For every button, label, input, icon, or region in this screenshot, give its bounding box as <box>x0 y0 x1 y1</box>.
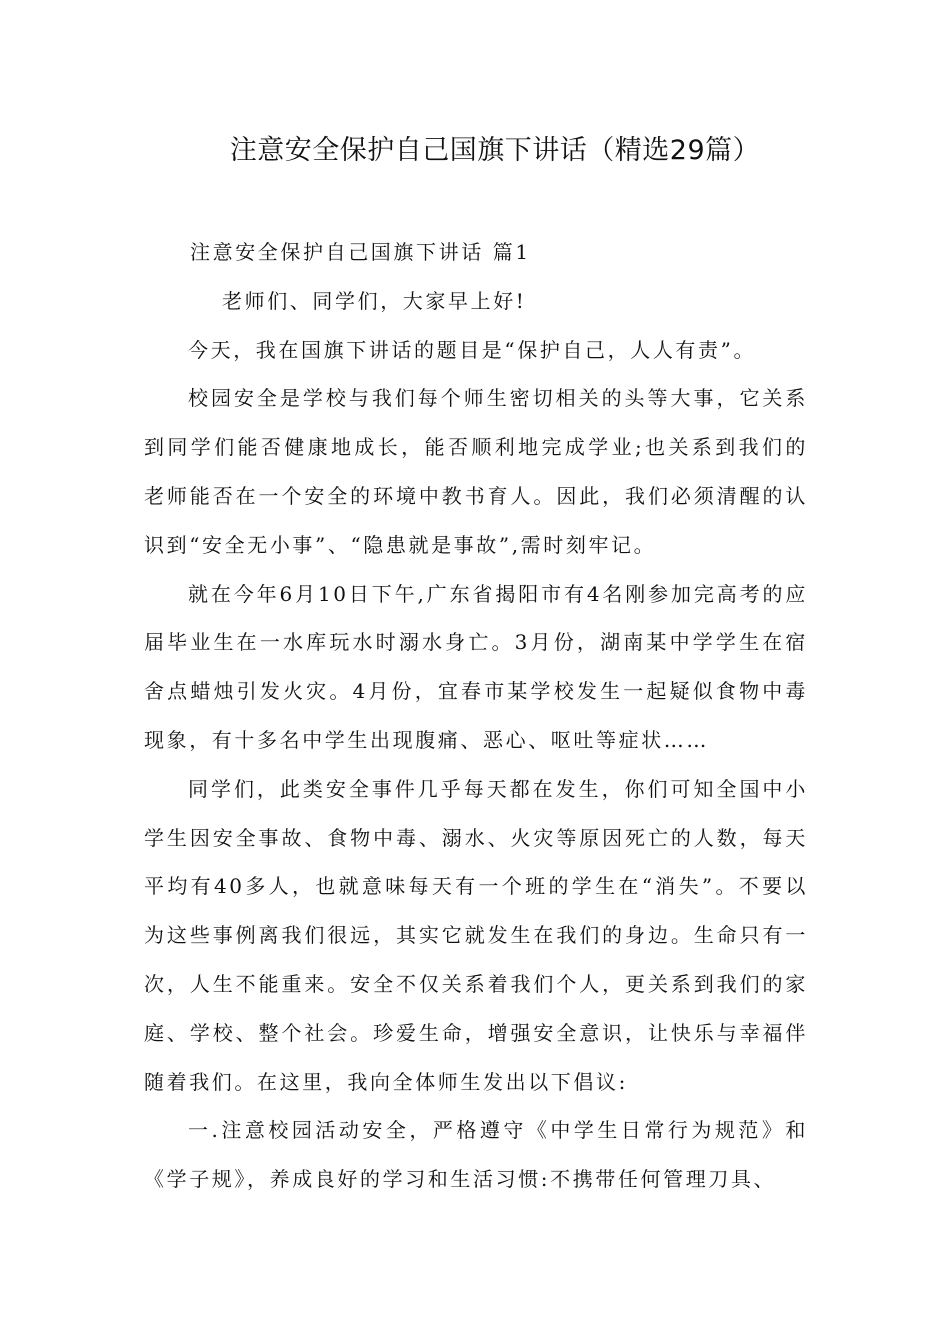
greeting-paragraph: 老师们、同学们，大家早上好! <box>222 288 527 313</box>
topic-paragraph: 今天，我在国旗下讲话的题目是“保护自己，人人有责”。 <box>188 337 757 362</box>
proposal-item-1: 一.注意校园活动安全，严格遵守《中学生日常行为规范》和《学子规》，养成良好的学习和生活习惯:不携带任何管理刀具、 <box>144 1118 808 1192</box>
document-body <box>144 228 808 1204</box>
campus-safety-paragraph: 校园安全是学校与我们每个师生密切相关的头等大事，它关系到同学们能否健康地成长，能否顺利地完成学业;也关系到我们的老师能否在一个安全的环境中教书育人。因此，我们必须清醒的认识到“安全无小事”、“隐患就是事故”,需时刻牢记。 <box>144 386 808 557</box>
document-title: 注意安全保护自己国旗下讲话（精选29篇） <box>229 135 761 166</box>
section-heading: 注意安全保护自己国旗下讲话 篇1 <box>190 240 531 264</box>
statistics-paragraph: 同学们，此类安全事件几乎每天都在发生，你们可知全国中小学生因安全事故、食物中毒、溺水、火灾等原因死亡的人数，每天平均有40多人，也就意味每天有一个班的学生在“消失”。不要以为这些事例离我们很远，其实它就发生在我们的身边。生命只有一次，人生不能重来。安全不仅关系着我们个人，更关系到我们的家庭、学校、整个社会。珍爱生命，增强安全意识，让快乐与幸福伴随着我们。在这里，我向全体师生发出以下倡议: <box>144 776 808 1094</box>
incidents-paragraph: 就在今年6月10日下午,广东省揭阳市有4名刚参加完高考的应届毕业生在一水库玩水时溺水身亡。3月份，湖南某中学学生在宿舍点蜡烛引发火灾。4月份，宜春市某学校发生一起疑似食物中毒现象，有十多名中学生出现腹痛、恶心、呕吐等症状…… <box>144 581 808 752</box>
